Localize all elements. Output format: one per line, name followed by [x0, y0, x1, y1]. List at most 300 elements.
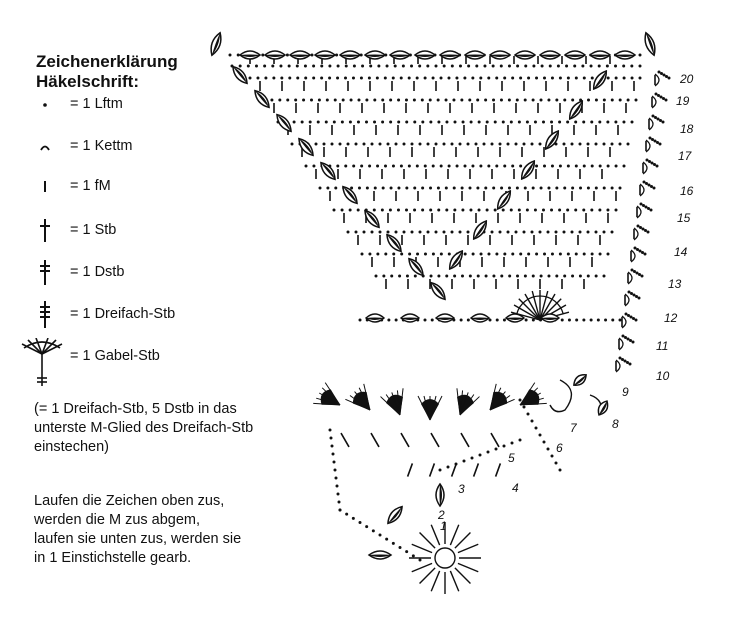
chain-dot [575, 253, 578, 256]
chain-dot [405, 550, 408, 553]
legend-title-line1: Zeichenerklärung [36, 52, 178, 71]
chain-dot [628, 291, 631, 294]
chain-dot [635, 295, 638, 298]
leaf-motif [384, 232, 404, 254]
chain-dot [573, 65, 576, 68]
chain-dot [479, 454, 482, 457]
chain-dot [484, 187, 487, 190]
chain-dot [304, 65, 307, 68]
chain-dot [479, 165, 482, 168]
chain-dot [500, 187, 503, 190]
chain-dot [611, 231, 614, 234]
leaf-motif [315, 51, 335, 59]
chain-dot [571, 275, 574, 278]
chain-dot [323, 143, 326, 146]
medallion-spoke [420, 568, 436, 584]
chain-dot [395, 319, 398, 322]
leaf-motif [340, 184, 360, 206]
chain-dot [416, 77, 419, 80]
chain-dot [381, 99, 384, 102]
chain-dot [341, 209, 344, 212]
chain-dot [392, 542, 395, 545]
stitch-bar [371, 433, 379, 447]
chain-dot [312, 165, 315, 168]
chain-dot [624, 336, 627, 339]
petal-motif [418, 396, 442, 420]
chain-dot [492, 99, 495, 102]
chain-dot [619, 99, 622, 102]
chain-dot [368, 77, 371, 80]
chain-dot [603, 275, 606, 278]
note-line: in 1 Einstichstelle gearb. [34, 550, 192, 566]
chain-dot [495, 253, 498, 256]
legend-title-line2: Häkelschrift: [36, 72, 139, 91]
chain-dot [424, 253, 427, 256]
legend-item-label: = 1 Dreifach-Stb [70, 306, 176, 322]
legend-item-label: = 1 Kettm [70, 138, 133, 154]
chain-dot [622, 121, 625, 124]
chain-dot [342, 99, 345, 102]
chain-dot [644, 253, 647, 256]
chain-dot [503, 253, 506, 256]
chain-dot [387, 143, 390, 146]
leaf-motif [541, 314, 559, 322]
chain-dot [591, 77, 594, 80]
chain-dot [339, 509, 342, 512]
chain-dot [540, 275, 543, 278]
chain-dot [301, 121, 304, 124]
chain-dot [328, 77, 331, 80]
chain-dot [571, 99, 574, 102]
chain-dot [539, 434, 542, 437]
stitch-bar [461, 433, 469, 447]
chain-dot [352, 77, 355, 80]
chain-dot [561, 319, 564, 322]
chain-dot [443, 231, 446, 234]
chain-dot [464, 253, 467, 256]
chain-dot [627, 99, 630, 102]
chain-dot [634, 247, 637, 250]
chain-dot [405, 209, 408, 212]
leaf-motif [290, 51, 310, 59]
chain-dot [539, 231, 542, 234]
chain-dot [479, 77, 482, 80]
chain-dot [344, 77, 347, 80]
chain-dot [651, 162, 654, 165]
chain-dot [595, 275, 598, 278]
chain-dot [487, 451, 490, 454]
chain-dot [331, 445, 334, 448]
chain-dot [636, 272, 639, 275]
chain-dot [485, 275, 488, 278]
chain-dot [461, 275, 464, 278]
chain-dot [467, 319, 470, 322]
chain-dot [390, 187, 393, 190]
chain-dot [614, 65, 617, 68]
chain-dot [547, 231, 550, 234]
chain-dot [421, 121, 424, 124]
chain-dot [532, 65, 535, 68]
chain-dot [384, 77, 387, 80]
chain-dot [399, 546, 402, 549]
chain-dot [518, 121, 521, 124]
chain-dot [427, 143, 430, 146]
chain-dot [387, 319, 390, 322]
chain-dot [345, 65, 348, 68]
chain-dot [427, 231, 430, 234]
chain-dot [598, 209, 601, 212]
row-number: 8 [612, 417, 619, 431]
chain-dot [579, 143, 582, 146]
chain-dot [611, 319, 614, 322]
chain-dot [626, 361, 629, 364]
chain-dot [526, 209, 529, 212]
chain-dot [445, 209, 448, 212]
leaf-motif [365, 51, 385, 59]
row-number: 5 [508, 451, 515, 465]
chain-dot [468, 99, 471, 102]
chain-dot [500, 65, 503, 68]
chain-dot [371, 231, 374, 234]
chain-dot [452, 99, 455, 102]
chain-dot [421, 99, 424, 102]
chain-dot [547, 275, 550, 278]
chain-dot [400, 253, 403, 256]
chain-dot [229, 54, 232, 57]
chain-dot [310, 99, 313, 102]
chain-dot [623, 165, 626, 168]
chain-dot [535, 77, 538, 80]
medallion-spoke [455, 568, 471, 584]
chain-dot [535, 253, 538, 256]
chain-dot [338, 501, 341, 504]
medallion-spoke [450, 571, 458, 591]
chain-dot [587, 275, 590, 278]
chain-dot [437, 275, 440, 278]
chain-dot [379, 534, 382, 537]
chain-dot [408, 165, 411, 168]
chain-dot [456, 165, 459, 168]
chain-dot [249, 77, 252, 80]
curl-loop [550, 380, 571, 412]
chain-dot [478, 209, 481, 212]
chain-dot [414, 275, 417, 278]
chain-dot [460, 99, 463, 102]
chain-dot [278, 99, 281, 102]
chain-dot [630, 65, 633, 68]
chain-dot [475, 65, 478, 68]
chain-dot [336, 485, 339, 488]
chain-dot [531, 143, 534, 146]
chain-dot [643, 181, 646, 184]
chain-dot [575, 165, 578, 168]
chain-dot [665, 75, 668, 78]
chain-dot [451, 231, 454, 234]
leaf-motif [318, 160, 338, 182]
chain-dot [309, 121, 312, 124]
leaf-motif [415, 51, 435, 59]
chain-dot [567, 253, 570, 256]
chain-dot [574, 121, 577, 124]
chain-dot [510, 209, 513, 212]
chain-dot [412, 554, 415, 557]
chain-dot [606, 65, 609, 68]
chain-dot [541, 65, 544, 68]
chain-dot [656, 165, 659, 168]
chain-dot [648, 184, 651, 187]
chain-dot [359, 521, 362, 524]
chain-dot [574, 209, 577, 212]
note-line: laufen sie unten zus, werden sie [34, 531, 242, 547]
chain-dot [665, 99, 668, 102]
chain-dot [408, 253, 411, 256]
chain-dot [440, 253, 443, 256]
chain-dot [532, 275, 535, 278]
chain-dot [382, 187, 385, 190]
chain-dot [372, 529, 375, 532]
chain-dot [631, 269, 634, 272]
chain-dot [352, 517, 355, 520]
chain-dot [516, 275, 519, 278]
stitch-bar [452, 463, 457, 476]
chain-dot [655, 93, 658, 96]
chain-dot [624, 360, 627, 363]
chain-dot [437, 209, 440, 212]
chain-dot [374, 187, 377, 190]
chain-dot [502, 209, 505, 212]
chain-dot [550, 209, 553, 212]
medallion-spoke [431, 571, 439, 591]
chain-dot [305, 165, 308, 168]
chain-dot [319, 187, 322, 190]
chain-dot [271, 65, 274, 68]
chain-dot [448, 165, 451, 168]
row-number: 11 [656, 339, 669, 353]
chain-dot [484, 99, 487, 102]
chain-dot [657, 118, 660, 121]
chain-dot [475, 143, 478, 146]
note-line: Laufen die Zeichen oben zus, [34, 493, 225, 509]
chain-dot [320, 65, 323, 68]
chain-dot [365, 99, 368, 102]
chain-dot [503, 445, 506, 448]
chain-dot [638, 273, 641, 276]
chain-dot [571, 187, 574, 190]
chain-dot [270, 99, 273, 102]
chain-dot [429, 187, 432, 190]
chain-dot [542, 121, 545, 124]
row-number: 20 [680, 72, 694, 86]
chain-dot [550, 121, 553, 124]
legend-item-label: = 1 Stb [70, 222, 117, 238]
chain-dot [603, 99, 606, 102]
petal-motif [481, 384, 515, 418]
chain-dot [392, 253, 395, 256]
chain-dot [440, 165, 443, 168]
chain-dot [507, 143, 510, 146]
chain-dot [286, 99, 289, 102]
chain-dot [440, 77, 443, 80]
chain-dot [656, 141, 659, 144]
leaf-motif [362, 208, 382, 230]
chain-dot [540, 187, 543, 190]
chain-dot [467, 231, 470, 234]
chain-dot [526, 121, 529, 124]
chain-dot [424, 77, 427, 80]
chain-dot [365, 525, 368, 528]
stitch-bar [431, 433, 439, 447]
chain-dot [534, 209, 537, 212]
petal-motif [449, 388, 480, 419]
chain-dot [239, 65, 242, 68]
leaf-motif [540, 51, 560, 59]
chain-dot [459, 143, 462, 146]
chain-dot [507, 231, 510, 234]
chain-dot [445, 99, 448, 102]
chain-dot [368, 253, 371, 256]
chain-dot [494, 209, 497, 212]
chain-dot [471, 457, 474, 460]
chain-dot [590, 319, 593, 322]
chain-dot [559, 253, 562, 256]
row-number: 2 [438, 508, 445, 522]
chain-dot [650, 209, 653, 212]
chain-dot [531, 420, 534, 423]
stitch-bar [474, 463, 479, 476]
row-number: 3 [458, 482, 465, 496]
row-number: 19 [676, 94, 690, 108]
leaf-motif [436, 314, 454, 322]
leaf-motif [470, 219, 489, 242]
chain-dot [487, 253, 490, 256]
chain-dot [662, 121, 665, 124]
chain-dot [532, 99, 535, 102]
chain-dot [547, 187, 550, 190]
row-number: 4 [512, 481, 519, 495]
chain-dot [355, 143, 358, 146]
chain-dot [279, 65, 282, 68]
medallion-spoke [458, 563, 478, 571]
leaf-motif [240, 51, 260, 59]
chain-dot [478, 121, 481, 124]
row-number: 10 [656, 369, 670, 383]
chain-dot [657, 94, 660, 97]
chain-dot [389, 209, 392, 212]
chain-dot [376, 77, 379, 80]
chain-dot [431, 319, 434, 322]
medallion-spoke [431, 525, 439, 545]
chain-dot [453, 187, 456, 190]
chain-dot [487, 165, 490, 168]
chain-dot [543, 77, 546, 80]
chain-dot [625, 313, 628, 316]
chain-dot [469, 187, 472, 190]
chain-dot [502, 121, 505, 124]
legend-item-label: = 1 Lftm [70, 96, 123, 112]
chain-dot [330, 437, 333, 440]
chain-dot [660, 96, 663, 99]
chain-dot [563, 231, 566, 234]
chain-dot [583, 165, 586, 168]
chain-dot [355, 231, 358, 234]
chain-dot [511, 253, 514, 256]
chain-dot [445, 121, 448, 124]
chain-dot [604, 319, 607, 322]
chain-dot [559, 77, 562, 80]
chain-dot [633, 294, 636, 297]
chain-dot [579, 231, 582, 234]
chain-dot [439, 469, 442, 472]
leaf-motif [506, 314, 524, 322]
chain-dot [373, 209, 376, 212]
chain-dot [419, 231, 422, 234]
chain-dot [483, 143, 486, 146]
chain-dot [429, 209, 432, 212]
chain-dot [344, 165, 347, 168]
chain-dot [629, 339, 632, 342]
chain-dot [523, 231, 526, 234]
chain-dot [363, 231, 366, 234]
chain-dot [459, 65, 462, 68]
note-line: werden die M zus abgem, [34, 512, 201, 528]
chain-dot [508, 99, 511, 102]
chain-dot [603, 143, 606, 146]
chain-dot [543, 165, 546, 168]
chain-dot [413, 209, 416, 212]
leaf-motif [208, 31, 224, 56]
chain-dot [469, 209, 472, 212]
stitch-bar [430, 463, 435, 476]
leaf-motif [369, 551, 391, 559]
chain-dot [476, 187, 479, 190]
chain-dot [337, 65, 340, 68]
chain-dot [397, 121, 400, 124]
chain-dot [591, 253, 594, 256]
legend-item-label: = 1 fM [70, 178, 111, 194]
chain-dot [651, 138, 654, 141]
chain-dot [448, 253, 451, 256]
chain-dot [583, 77, 586, 80]
chain-dot [567, 165, 570, 168]
chain-dot [459, 231, 462, 234]
chain-dot [638, 297, 641, 300]
chain-dot [519, 399, 522, 402]
chain-dot [555, 187, 558, 190]
chain-dot [587, 143, 590, 146]
chain-dot [532, 187, 535, 190]
chain-dot [543, 253, 546, 256]
chain-dot [369, 65, 372, 68]
chain-dot [615, 165, 618, 168]
chain-dot [663, 74, 666, 77]
chain-dot [387, 231, 390, 234]
chain-dot [454, 121, 457, 124]
chain-dot [641, 251, 644, 254]
row-number: 13 [668, 277, 682, 291]
chain-dot [435, 65, 438, 68]
chain-dot [527, 77, 530, 80]
chain-dot [659, 143, 662, 146]
chain-dot [472, 253, 475, 256]
chain-dot [336, 77, 339, 80]
chain-dot [366, 187, 369, 190]
chain-dot [524, 99, 527, 102]
chain-dot [350, 99, 353, 102]
leaf-motif [565, 51, 585, 59]
chain-dot [645, 182, 648, 185]
chain-dot [447, 77, 450, 80]
chain-dot [390, 275, 393, 278]
